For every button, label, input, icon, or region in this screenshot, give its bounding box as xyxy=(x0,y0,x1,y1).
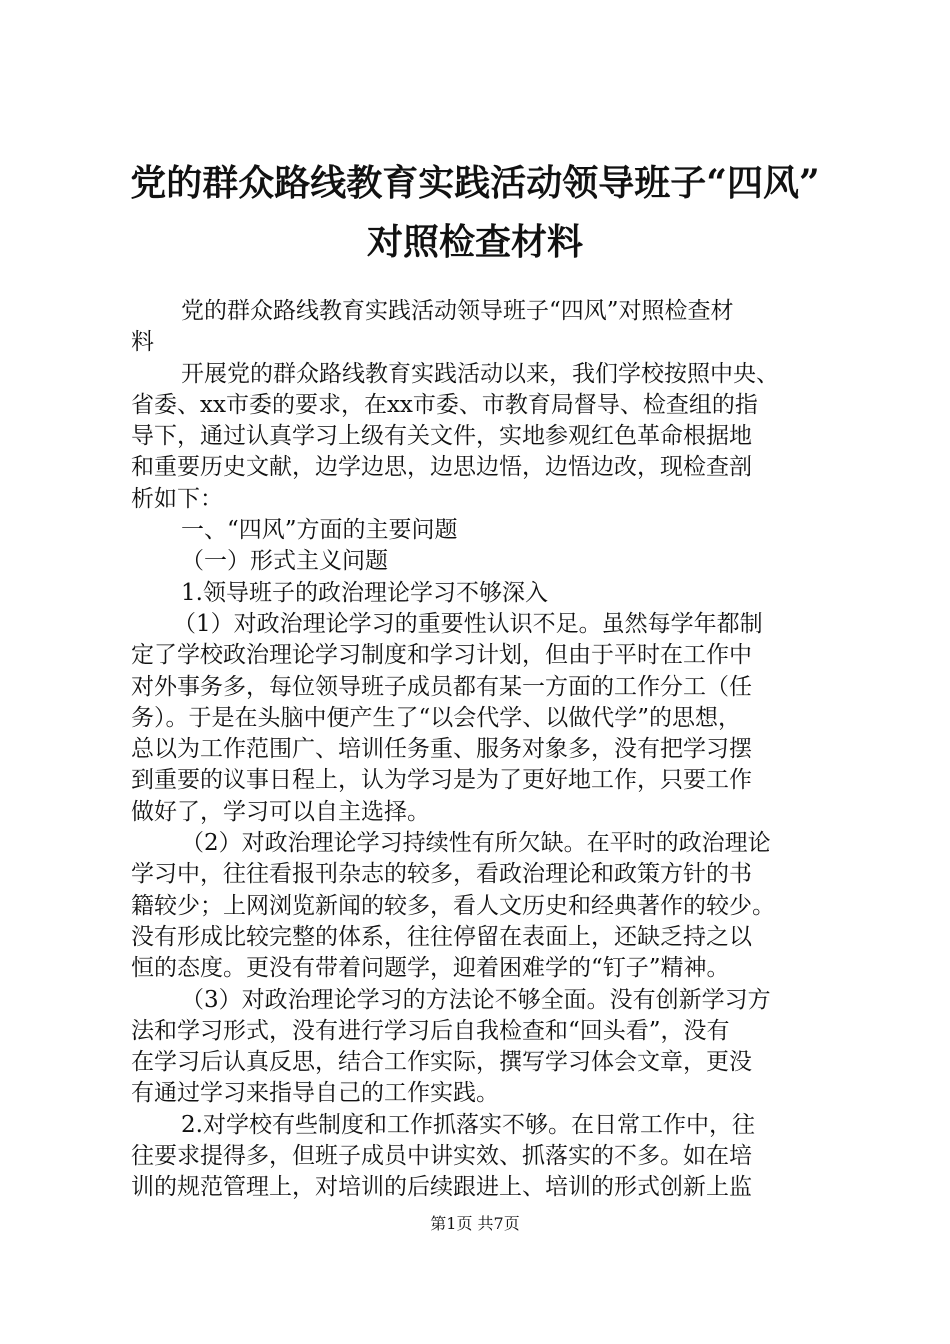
body-line: 料 xyxy=(131,329,154,356)
body-line: 训的规范管理上，对培训的后续跟进上、培训的形式创新上监 xyxy=(131,1174,752,1201)
body-line: 党的群众路线教育实践活动领导班子“四风”对照检查材 xyxy=(181,298,734,324)
body-line: 2.对学校有些制度和工作抓落实不够。在日常工作中，往 xyxy=(181,1111,755,1138)
body-line: 没有形成比较完整的体系，往往停留在表面上，还缺乏持之以 xyxy=(131,923,752,950)
body-line: 籍较少；上网浏览新闻的较多，看人文历史和经典著作的较少。 xyxy=(131,892,775,919)
body-line: 有通过学习来指导自己的工作实践。 xyxy=(131,1080,499,1107)
item-heading: 1.领导班子的政治理论学习不够深入 xyxy=(181,579,548,606)
body-line: 到重要的议事日程上，认为学习是为了更好地工作，只要工作 xyxy=(131,767,752,794)
document-title-line-2: 对照检查材料 xyxy=(366,221,583,263)
body-line: 和重要历史文献，边学边思，边思边悟，边悟边改，现检查剖 xyxy=(131,454,752,481)
page-number-footer: 第1页 共7页 xyxy=(430,1214,520,1233)
body-line: 往要求提得多，但班子成员中讲实效、抓落实的不多。如在培 xyxy=(131,1143,752,1170)
body-line: 定了学校政治理论学习制度和学习计划，但由于平时在工作中 xyxy=(131,642,752,669)
body-line: 省委、xx市委的要求，在xx市委、市教育局督导、检查组的指 xyxy=(131,391,758,418)
body-line: 对外事务多，每位领导班子成员都有某一方面的工作分工（任 xyxy=(131,673,752,700)
body-line: 务）。于是在头脑中便产生了“以会代学、以做代学”的思想， xyxy=(131,704,742,731)
body-line: 学习中，往往看报刊杂志的较多，看政治理论和政策方针的书 xyxy=(131,861,752,888)
body-line: 导下，通过认真学习上级有关文件，实地参观红色革命根据地 xyxy=(131,423,752,450)
subsection-heading: （一）形式主义问题 xyxy=(181,548,388,575)
body-line: （1）对政治理论学习的重要性认识不足。虽然每学年都制 xyxy=(173,610,763,637)
document-body xyxy=(131,296,831,1204)
body-line: 在学习后认真反思，结合工作实际，撰写学习体会文章，更没 xyxy=(131,1049,752,1076)
body-line: （2）对政治理论学习持续性有所欠缺。在平时的政治理论 xyxy=(181,830,771,857)
section-heading: 一、“四风”方面的主要问题 xyxy=(181,517,458,544)
body-line: 析如下： xyxy=(131,485,223,512)
body-line: 做好了，学习可以自主选择。 xyxy=(131,798,430,825)
body-line: 总以为工作范围广、培训任务重、服务对象多，没有把学习摆 xyxy=(131,736,752,763)
body-line: 法和学习形式，没有进行学习后自我检查和“回头看”，没有 xyxy=(131,1017,730,1044)
body-line: 恒的态度。更没有带着问题学，迎着困难学的“钉子”精神。 xyxy=(131,955,730,982)
body-line: （3）对政治理论学习的方法论不够全面。没有创新学习方 xyxy=(181,986,771,1013)
document-title-line-1: 党的群众路线教育实践活动领导班子“四风” xyxy=(130,162,820,204)
body-line: 开展党的群众路线教育实践活动以来，我们学校按照中央、 xyxy=(181,360,779,387)
